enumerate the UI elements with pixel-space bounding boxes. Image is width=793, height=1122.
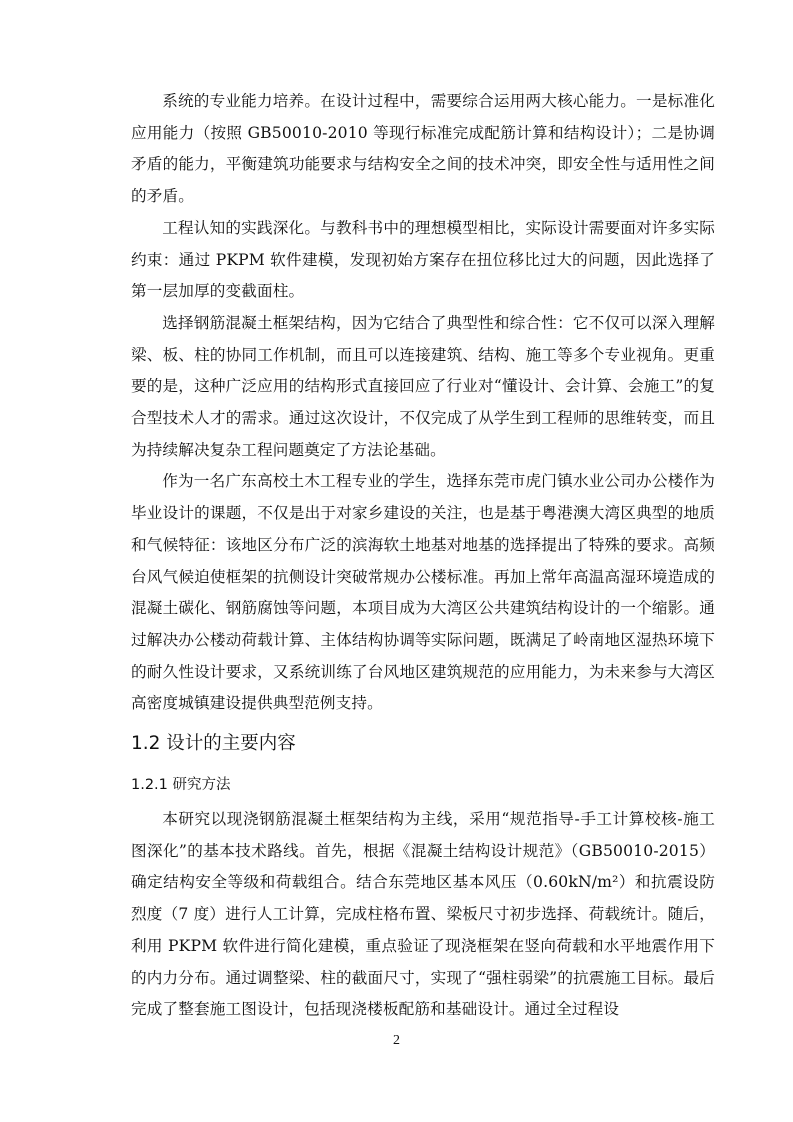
section-heading: 1.2 设计的主要内容 — [131, 733, 296, 755]
page-number: 2 — [393, 1033, 400, 1048]
paragraph-professional-ability: 系统的专业能力培养。在设计过程中，需要综合运用两大核心能力。一是标准化应用能力（按照 GB50010-2010 等现行标准完成配筋计算和结构设计）；二是协调矛盾的能力，平衡建筑功能要求与结构安全之间的技术冲突，即安全性与适用性之间的矛盾。 — [131, 92, 715, 206]
paragraph-engineering-practice: 工程认知的实践深化。与教科书中的理想模型相比，实际设计需要面对许多实际约束：通过 PKPM 软件建模，发现初始方案存在扭位移比过大的问题，因此选择了第一层加厚的变截面柱。 — [131, 218, 715, 301]
paragraph-structure-choice: 选择钢筋混凝土框架结构，因为它结合了典型性和综合性：它不仅可以深入理解梁、板、柱的协同工作机制，而且可以连接建筑、结构、施工等多个专业视角。更重要的是，这种广泛应用的结构形式直接回应了行业对“懂设计、会计算、会施工”的复合型技术人才的需求。通过这次设计，不仅完成了从学生到工程师的思维转变，而且为持续解决复杂工程问题奠定了方法论基础。 — [131, 313, 715, 459]
body-text — [131, 86, 715, 1026]
paragraph-project-background: 作为一名广东高校土木工程专业的学生，选择东莞市虎门镇水业公司办公楼作为毕业设计的课题，不仅是出于对家乡建设的关注，也是基于粤港澳大湾区典型的地质和气候特征：该地区分布广泛的滨海软土地基对地基的选择提出了特殊的要求。高频台风气候迫使框架的抗侧设计突破常规办公楼标准。再加上常年高温高湿环境造成的混凝土碳化、钢筋腐蚀等问题，本项目成为大湾区公共建筑结构设计的一个缩影。通过解决办公楼动荷载计算、主体结构协调等实际问题，既满足了岭南地区湿热环境下的耐久性设计要求，又系统训练了台风地区建筑规范的应用能力，为未来参与大湾区高密度城镇建设提供典型范例支持。 — [131, 472, 715, 713]
subsection-heading: 1.2.1 研究方法 — [131, 777, 231, 794]
paragraph-research-method: 本研究以现浇钢筋混凝土框架结构为主线，采用“规范指导-手工计算校核-施工图深化”的基本技术路线。首先，根据《混凝土结构设计规范》（GB50010-2015）确定结构安全等级和荷载组合。结合东莞地区基本风压（0.60kN/m²）和抗震设防烈度（7 度）进行人工计算，完成柱格布置、梁板尺寸初步选择、荷载统计。随后，利用 PKPM 软件进行简化建模，重点验证了现浇框架在竖向荷载和水平地震作用下的内力分布。通过调整梁、柱的截面尺寸，实现了“强柱弱梁”的抗震施工目标。最后完成了整套施工图设计，包括现浇楼板配筋和基础设计。通过全过程设 — [131, 810, 715, 1019]
